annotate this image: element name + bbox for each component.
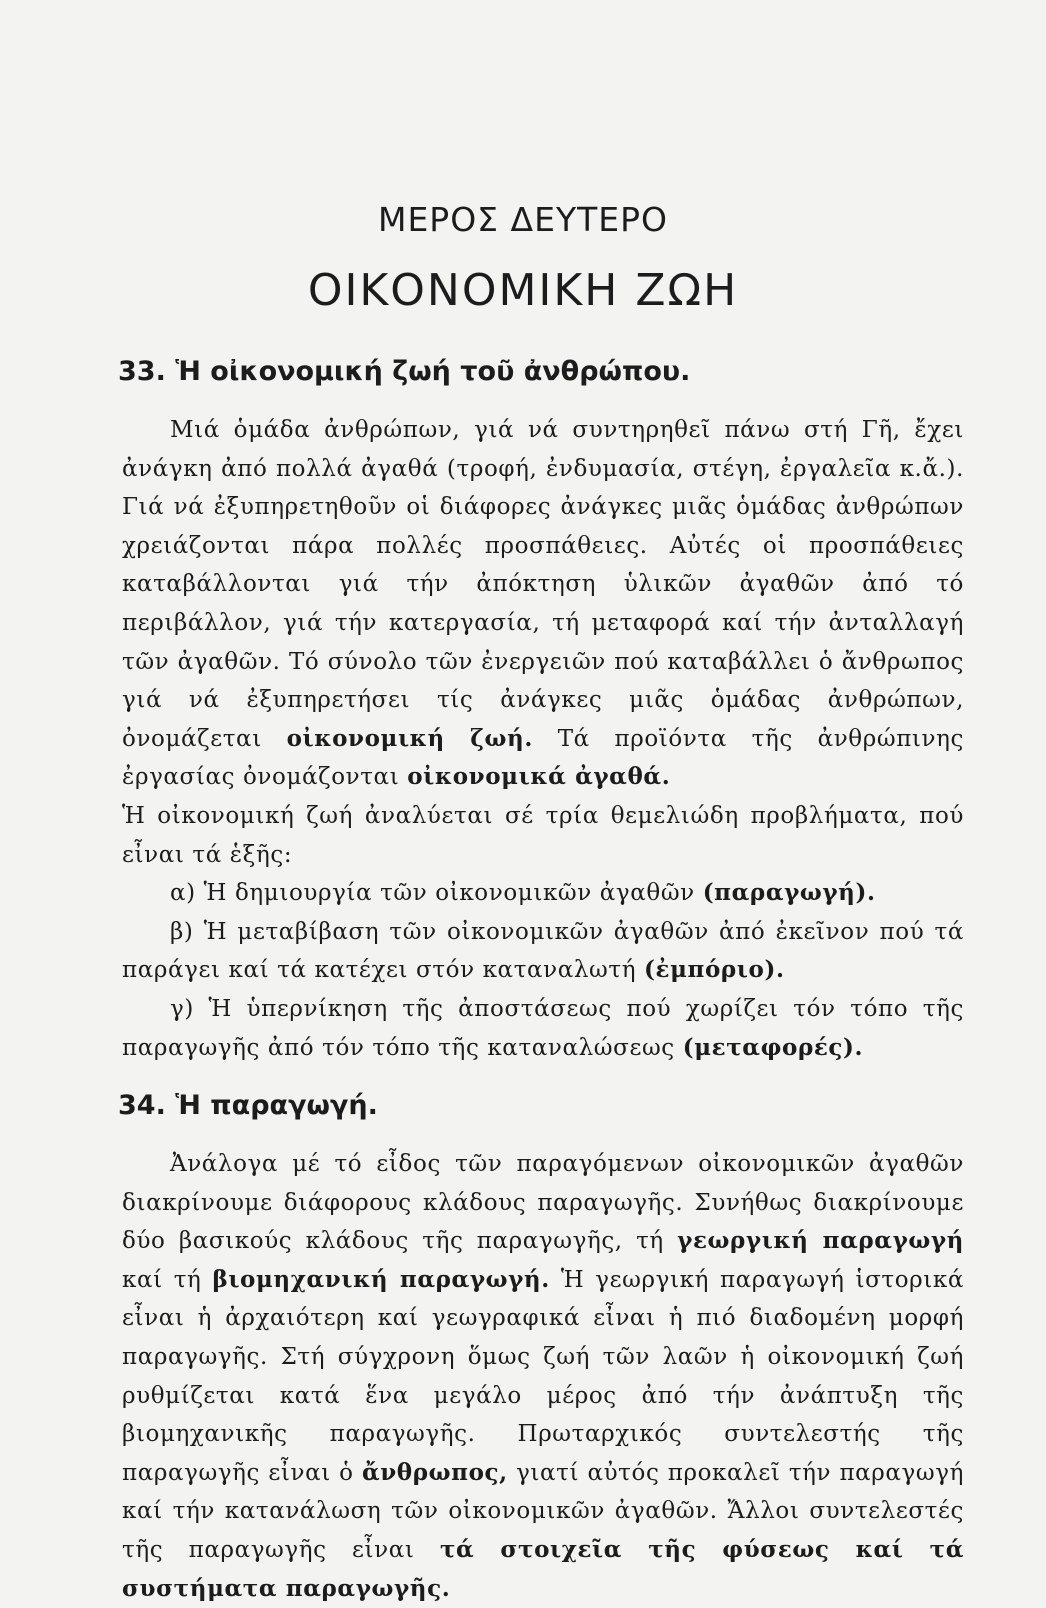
- term-production: (παραγωγή).: [702, 879, 876, 907]
- term-economic-goods: οἰκονομικά ἀγαθά.: [407, 763, 671, 791]
- section-34-heading: 34. Ἡ παραγωγή.: [118, 1090, 378, 1122]
- paragraph-text: Μιά ὁμάδα ἀνθρώπων, γιά νά συντηρηθεῖ πάνω στή Γῆ, ἔχει ἀνάγκη ἀπό πολλά ἀγαθά (τροφή, ἐνδυμασία, στέγη, ἐργαλεῖα κ.ἄ.). Γιά νά ἐξυπηρετηθοῦν οἱ διάφορες ἀνάγκες μιᾶς ὁμάδας ἀνθρώπων χρειάζονται πάρα πολλές προσπάθειες. Αὐτές οἱ προσπάθειες καταβάλλονται γιά τήν ἀπόκτηση ὑλικῶν ἀγαθῶν ἀπό τό περιβάλλον, γιά τήν κατεργασία, τή μεταφορά καί τήν ἀνταλλαγή τῶν ἀγαθῶν. Τό σύνολο τῶν ἐνεργειῶν πού καταβάλλει ὁ ἄνθρωπος γιά νά ἐξυπηρετήσει τίς ἀνάγκες μιᾶς ὁμάδας ἀνθρώπων, ὀνομάζεται: [122, 417, 964, 752]
- part-title: ΟΙΚΟΝΟΜΙΚΗ ΖΩΗ: [307, 265, 739, 316]
- paragraph-text: Ἀνάλογα μέ τό εἶδος τῶν παραγόμενων οἰκονομικῶν ἀγαθῶν διακρίνουμε διάφορους κλάδους παραγωγῆς. Συνήθως διακρίνουμε δύο βασικούς κλάδους τῆς παραγωγῆς, τή: [122, 1151, 964, 1255]
- section-33-paragraph-2: [122, 797, 964, 874]
- section-33-paragraph-1: [122, 411, 964, 797]
- term-transport: (μεταφορές).: [682, 1033, 864, 1061]
- paragraph-text: καί τή: [122, 1266, 202, 1293]
- paragraph-text: Τά προϊόντα τῆς ἀνθρώπινης ἐργασίας ὀνομάζονται: [122, 725, 964, 791]
- item-text: γ) Ἡ ὑπερνίκηση τῆς ἀποστάσεως πού χωρίζει τόν τόπο τῆς παραγωγῆς ἀπό τόν τόπο τῆς καταναλώσεως: [122, 995, 964, 1061]
- page-content: [118, 355, 965, 1608]
- section-34-paragraph: [122, 1145, 964, 1608]
- section-33-heading: 33. Ἡ οἰκονομική ζωή τοῦ ἀνθρώπου.: [118, 356, 691, 387]
- term-industrial-production: βιομηχανική παραγωγή.: [212, 1265, 550, 1293]
- term-agricultural-production: γεωργική παραγωγή: [677, 1227, 964, 1255]
- list-item-b: [122, 913, 964, 990]
- list-item-c: [122, 990, 964, 1067]
- paragraph-text: Ἡ γεωργική παραγωγή ἱστορικά εἶναι ἡ ἀρχαιότερη καί γεωγραφικά εἶναι ἡ πιό διαδομένη μορφή παραγωγῆς. Στή σύγχρονη ὅμως ζωή τῶν λαῶν ἡ οἰκονομική ζωή ρυθμίζεται κατά ἕνα μεγάλο μέρος ἀπό τήν ἀνάπτυξη τῆς βιομηχανικῆς παραγωγῆς. Πρωταρχικός συντελεστής τῆς παραγωγῆς εἶναι ὁ: [122, 1266, 965, 1486]
- term-trade: (ἐμπόριο).: [644, 956, 785, 984]
- item-text: β) Ἡ μεταβίβαση τῶν οἰκονομικῶν ἀγαθῶν ἀπό ἐκεῖνον πού τά παράγει καί τά κατέχει στόν καταναλωτή: [122, 918, 964, 984]
- term-human: ἄνθρωπος,: [361, 1458, 508, 1486]
- item-text: α) Ἡ δημιουργία τῶν οἰκονομικῶν ἀγαθῶν: [170, 880, 695, 907]
- paragraph-text: γιατί αὐτός προκαλεῖ τήν παραγωγή καί τήν κατανάλωση τῶν οἰκονομικῶν ἀγαθῶν. Ἄλλοι συντελεστές τῆς παραγωγῆς εἶναι: [122, 1459, 964, 1564]
- list-item-a: [122, 874, 964, 913]
- term-factors-of-production: τά στοιχεῖα τῆς φύσεως καί τά συστήματα παραγωγῆς.: [122, 1536, 964, 1602]
- part-label: ΜΕΡΟΣ ΔΕΥΤΕΡΟ: [377, 200, 668, 239]
- paragraph-text: Ἡ οἰκονομική ζωή ἀναλύεται σέ τρία θεμελιώδη προβλήματα, πού εἶναι τά ἑξῆς:: [122, 802, 964, 868]
- term-economic-life: οἰκονομική ζωή.: [286, 724, 533, 752]
